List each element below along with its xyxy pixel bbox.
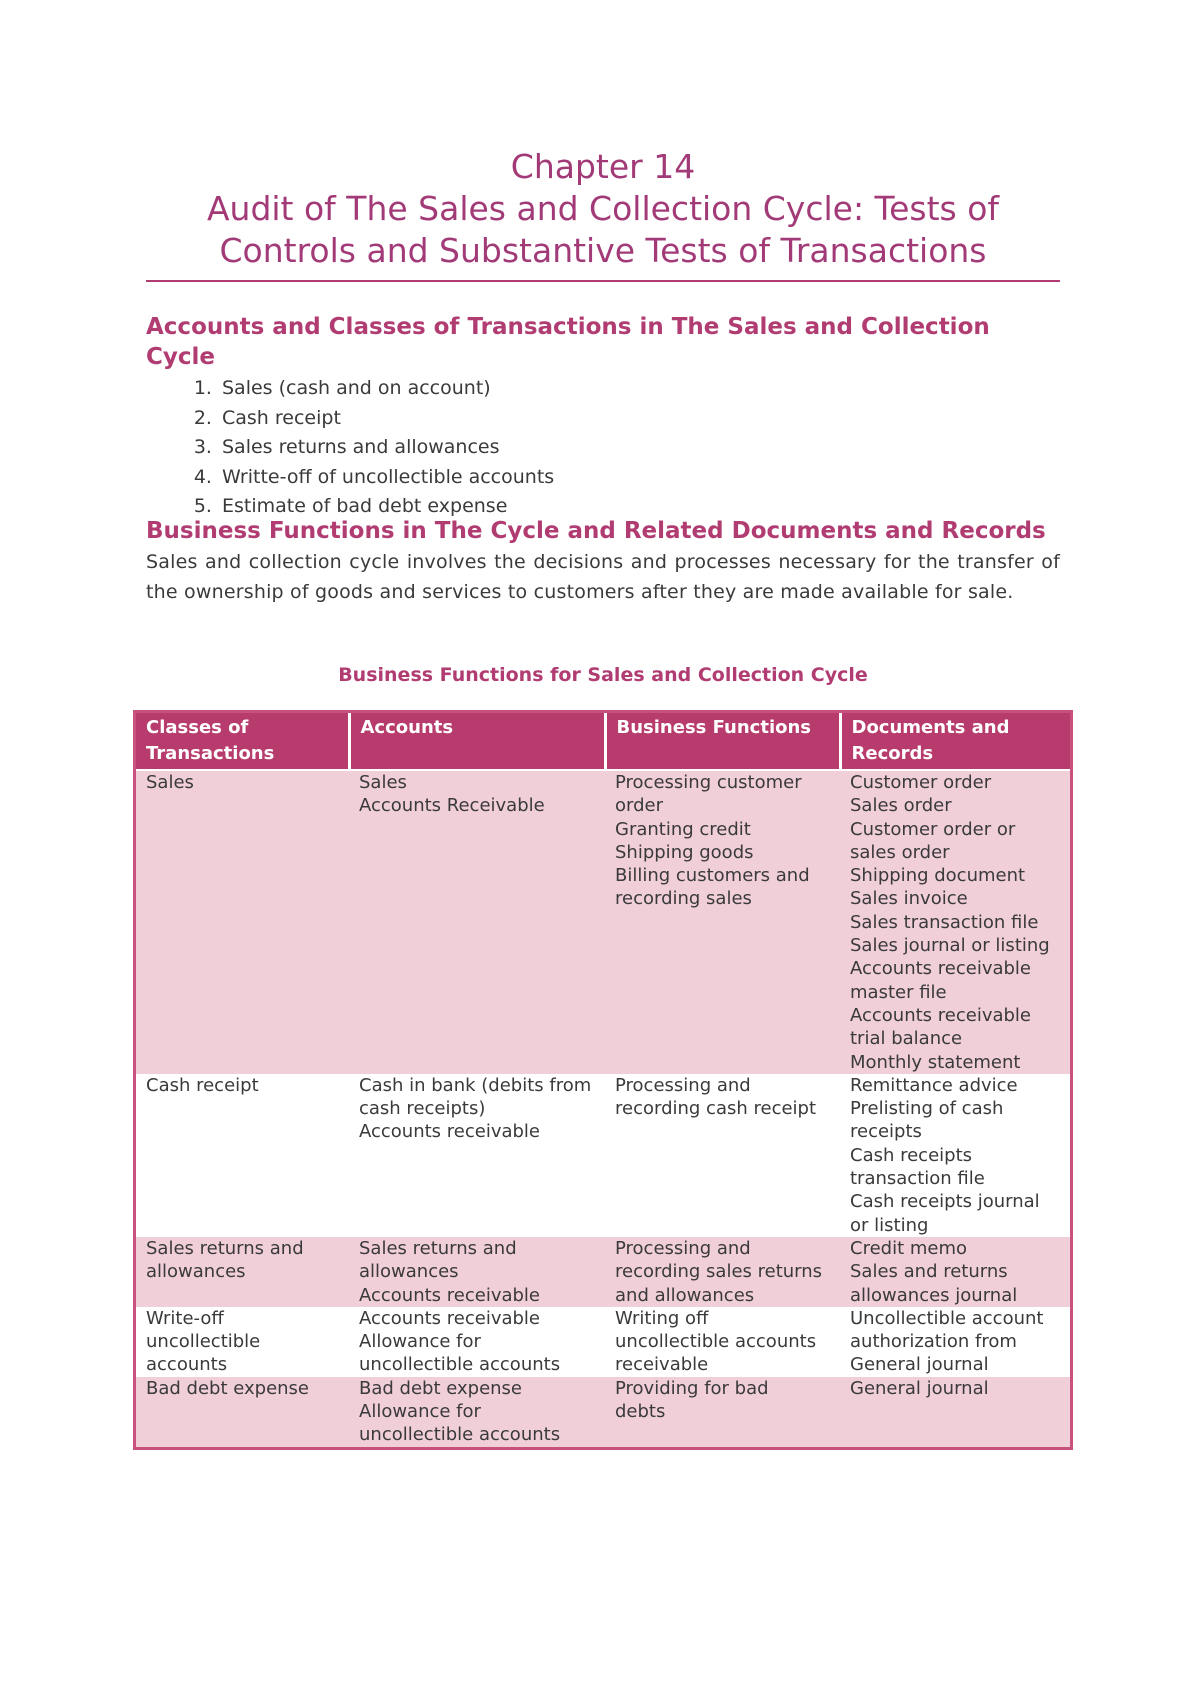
list-item: 4. Writte-off of uncollectible accounts [218, 463, 1060, 493]
cell-line: Customer order [850, 772, 992, 793]
cell-line: allowances [146, 1261, 246, 1283]
cell-business-functions [605, 1237, 840, 1307]
cell-line: Monthly statement [850, 1051, 1021, 1073]
list-item: 5. Estimate of bad debt expense [218, 492, 1060, 522]
cell-line: transaction file [850, 1168, 985, 1190]
cell-line: cash receipts) [359, 1098, 486, 1120]
cell-line: Accounts receivable [359, 1284, 541, 1306]
cell-line: Sales [359, 772, 407, 793]
chapter-number: Chapter 14 [510, 147, 696, 186]
cell-line: Bad debt expense [359, 1377, 523, 1399]
cell-line: Sales invoice [850, 888, 968, 910]
table-header-row [136, 713, 1070, 770]
chapter-title-block [146, 146, 1060, 272]
cell-line: Granting credit [615, 818, 751, 840]
cell-line: uncollectible accounts [615, 1331, 817, 1353]
cell-line: Accounts receivable [850, 1004, 1032, 1026]
cell-line: Allowance for [359, 1331, 481, 1353]
table-row [136, 1307, 1070, 1377]
cell-line: uncollectible accounts [359, 1354, 561, 1376]
cell-line: Write-off [146, 1307, 224, 1329]
cell-line: uncollectible [146, 1331, 261, 1353]
list-item: 2. Cash receipt [218, 404, 1060, 434]
cell-accounts [349, 770, 605, 1074]
cell-line: allowances journal [850, 1284, 1018, 1306]
table-row [136, 1377, 1070, 1447]
cell-line: Sales returns and [359, 1237, 517, 1259]
cell-line: Sales order [850, 795, 952, 817]
cell-business-functions [605, 1074, 840, 1237]
cell-line: General journal [850, 1354, 989, 1376]
cell-line: Billing customers and [615, 865, 810, 887]
cell-line: Bad debt expense [146, 1377, 310, 1399]
section-business-functions [146, 516, 1060, 607]
cell-line: Sales transaction file [850, 911, 1039, 933]
cell-business-functions [605, 770, 840, 1074]
cell-accounts [349, 1074, 605, 1237]
cell-class-of-transaction [136, 1237, 349, 1307]
cell-line: Cash receipts journal [850, 1191, 1040, 1213]
cell-accounts [349, 1307, 605, 1377]
cell-line: Processing and [615, 1074, 751, 1096]
cell-line: Sales and returns [850, 1261, 1008, 1283]
cell-line: Cash in bank (debits from [359, 1074, 592, 1096]
cell-line: or listing [850, 1214, 929, 1236]
cell-line: and allowances [615, 1284, 755, 1306]
business-functions-table-frame [133, 710, 1073, 1450]
cell-accounts [349, 1377, 605, 1447]
section-heading-business-functions: Business Functions in The Cycle and Related Documents and Records [146, 518, 1046, 544]
cell-class-of-transaction [136, 1307, 349, 1377]
cell-line: Prelisting of cash [850, 1098, 1004, 1120]
cell-line: uncollectible accounts [359, 1424, 561, 1446]
cell-line: Credit memo [850, 1237, 968, 1259]
cell-line: Writing off [615, 1307, 709, 1329]
cell-line: debts [615, 1401, 666, 1423]
cell-line: Uncollectible account [850, 1307, 1044, 1329]
cell-line: Processing and [615, 1237, 751, 1259]
header-business-functions: Business Functions [605, 713, 840, 770]
chapter-title-line-2: Controls and Substantive Tests of Transactions [219, 231, 987, 270]
list-item: 1. Sales (cash and on account) [218, 374, 1060, 404]
table-caption: Business Functions for Sales and Collection Cycle [338, 664, 868, 686]
cell-line: Providing for bad [615, 1377, 769, 1399]
list-item: 3. Sales returns and allowances [218, 433, 1060, 463]
cell-line: master file [850, 981, 947, 1003]
cell-line: General journal [850, 1377, 989, 1399]
cell-line: receivable [615, 1354, 709, 1376]
cell-class-of-transaction [136, 1377, 349, 1447]
cell-line: Sales [146, 772, 194, 793]
cell-line: receipts [850, 1121, 922, 1143]
section-intro-paragraph: Sales and collection cycle involves the decisions and processes necessary for the transfer of the ownership of goods and services to customers after they are made available for sale. [146, 551, 1060, 603]
cell-business-functions [605, 1307, 840, 1377]
cell-documents-records [840, 1377, 1070, 1447]
cell-line: Shipping document [850, 865, 1026, 887]
cell-class-of-transaction [136, 770, 349, 1074]
cell-line: recording cash receipt [615, 1098, 817, 1120]
cell-business-functions [605, 1377, 840, 1447]
business-functions-table [136, 713, 1070, 1447]
cell-line: Accounts receivable [850, 958, 1032, 980]
cell-line: Accounts Receivable [359, 795, 545, 817]
table-row [136, 1237, 1070, 1307]
cell-accounts [349, 1237, 605, 1307]
cell-line: Accounts receivable [359, 1121, 541, 1143]
cell-line: accounts [146, 1354, 228, 1376]
cell-line: authorization from [850, 1331, 1017, 1353]
cell-line: trial balance [850, 1028, 963, 1050]
header-accounts: Accounts [349, 713, 605, 770]
section-heading-accounts-classes: Accounts and Classes of Transactions in The Sales and Collection Cycle [146, 314, 990, 370]
cell-line: Remittance advice [850, 1074, 1018, 1096]
title-divider [146, 280, 1060, 282]
cell-line: Sales returns and [146, 1237, 304, 1259]
header-classes-of-transactions: Classes of Transactions [136, 713, 349, 770]
header-documents-and-records: Documents and Records [840, 713, 1070, 770]
cell-line: sales order [850, 841, 950, 863]
cell-documents-records [840, 1074, 1070, 1237]
cell-line: Shipping goods [615, 841, 754, 863]
table-body [136, 770, 1070, 1447]
table-row [136, 1074, 1070, 1237]
table-row [136, 770, 1070, 1074]
cell-line: allowances [359, 1261, 459, 1283]
section-accounts-classes [146, 312, 1060, 522]
chapter-title-line-1: Audit of The Sales and Collection Cycle: Tests of [206, 189, 1000, 228]
cell-line: Customer order or [850, 818, 1016, 840]
transaction-classes-list [146, 374, 1060, 522]
cell-line: recording sales returns [615, 1261, 823, 1283]
cell-line: Sales journal or listing [850, 935, 1050, 957]
cell-documents-records [840, 770, 1070, 1074]
cell-line: Cash receipt [146, 1074, 259, 1096]
cell-line: order [615, 795, 663, 817]
cell-documents-records [840, 1237, 1070, 1307]
cell-line: recording sales [615, 888, 752, 910]
cell-documents-records [840, 1307, 1070, 1377]
cell-class-of-transaction [136, 1074, 349, 1237]
cell-line: Allowance for [359, 1401, 481, 1423]
cell-line: Cash receipts [850, 1144, 973, 1166]
cell-line: Processing customer [615, 772, 802, 793]
cell-line: Accounts receivable [359, 1307, 541, 1329]
